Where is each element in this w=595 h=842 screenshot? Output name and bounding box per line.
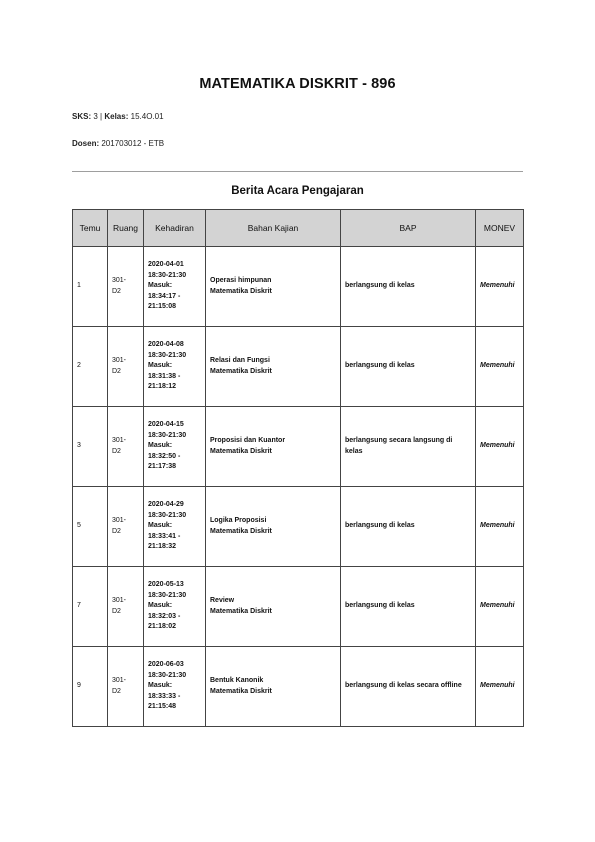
kehadiran-cell: [144, 327, 206, 407]
page-title: MATEMATIKA DISKRIT - 896: [199, 76, 396, 92]
table-row: [73, 487, 524, 567]
kehadiran-line: 18:32:50 -: [148, 452, 181, 460]
bap-cell: berlangsung di kelas: [341, 567, 476, 647]
header-ruang: Ruang: [108, 210, 144, 247]
temu-cell: 9: [73, 647, 108, 727]
section-title: Berita Acara Pengajaran: [231, 185, 364, 197]
kehadiran-line: 21:15:48: [148, 703, 177, 711]
bahan-line: Matematika Diskrit: [210, 367, 272, 375]
table-body: [73, 247, 524, 727]
ruang-line: D2: [112, 607, 121, 615]
bahan-kajian-cell: [206, 327, 341, 407]
kehadiran-line: 2020-05-13: [148, 581, 184, 589]
kehadiran-line: Masuk:: [148, 682, 173, 690]
ruang-line: D2: [112, 527, 121, 535]
kehadiran-line: 18:30-21:30: [148, 271, 187, 279]
kehadiran-line: 18:33:33 -: [148, 692, 181, 700]
monev-cell: Memenuhi: [476, 487, 524, 567]
ruang-line: 301-: [112, 597, 127, 604]
bahan-kajian-cell: [206, 407, 341, 487]
table-row: [73, 407, 524, 487]
kehadiran-line: 2020-04-01: [148, 261, 184, 269]
kehadiran-cell: [144, 487, 206, 567]
kehadiran-line: 21:15:08: [148, 303, 177, 311]
kehadiran-line: 2020-04-29: [148, 501, 184, 509]
ruang-line: 301-: [112, 437, 127, 444]
bahan-line: Matematika Diskrit: [210, 287, 272, 295]
table-row: [73, 327, 524, 407]
table-header-row: [73, 210, 524, 247]
ruang-cell: [108, 407, 144, 487]
kehadiran-line: 21:17:38: [148, 463, 177, 471]
temu-cell: 5: [73, 487, 108, 567]
ruang-line: 301-: [112, 517, 127, 524]
bap-cell: berlangsung di kelas: [341, 327, 476, 407]
temu-cell: 7: [73, 567, 108, 647]
ruang-cell: [108, 487, 144, 567]
divider: [72, 171, 523, 172]
kehadiran-line: 2020-04-15: [148, 421, 184, 429]
monev-cell: Memenuhi: [476, 647, 524, 727]
monev-cell: Memenuhi: [476, 327, 524, 407]
bahan-line: Matematika Diskrit: [210, 687, 272, 695]
bap-cell: berlangsung di kelas: [341, 247, 476, 327]
ruang-line: D2: [112, 447, 121, 455]
bahan-kajian-cell: [206, 487, 341, 567]
table-row: [73, 247, 524, 327]
ruang-line: D2: [112, 687, 121, 695]
kehadiran-line: Masuk:: [148, 282, 173, 290]
kehadiran-cell: [144, 247, 206, 327]
dosen-value: 201703012 - ETB: [101, 139, 165, 148]
kehadiran-line: 18:32:03 -: [148, 612, 181, 620]
kehadiran-line: 18:30-21:30: [148, 591, 187, 599]
kehadiran-line: 21:18:12: [148, 383, 177, 391]
ruang-cell: [108, 647, 144, 727]
header-temu: Temu: [73, 210, 108, 247]
kehadiran-line: 18:34:17 -: [148, 292, 181, 300]
sks-label: SKS: [72, 112, 89, 121]
kehadiran-cell: [144, 567, 206, 647]
bahan-kajian-cell: [206, 647, 341, 727]
kehadiran-line: 18:30-21:30: [148, 511, 187, 519]
kehadiran-cell: [144, 407, 206, 487]
monev-cell: Memenuhi: [476, 407, 524, 487]
kehadiran-line: Masuk:: [148, 602, 173, 610]
kehadiran-line: 2020-06-03: [148, 661, 184, 669]
header-kehadiran: Kehadiran: [144, 210, 206, 247]
ruang-line: 301-: [112, 357, 127, 364]
bahan-kajian-cell: [206, 567, 341, 647]
kehadiran-line: 18:30-21:30: [148, 351, 187, 359]
kehadiran-line: 2020-04-08: [148, 341, 184, 349]
bahan-line: Bentuk Kanonik: [210, 677, 264, 684]
bahan-line: Relasi dan Fungsi: [210, 357, 270, 364]
bahan-line: Review: [210, 597, 235, 604]
table-row: [73, 647, 524, 727]
ruang-line: 301-: [112, 677, 127, 684]
dosen-label: Dosen: [72, 139, 97, 148]
bahan-line: Proposisi dan Kuantor: [210, 437, 286, 444]
sks-value: 3: [93, 112, 98, 121]
teaching-report-table: [72, 209, 524, 727]
kehadiran-line: Masuk:: [148, 522, 173, 530]
ruang-cell: [108, 247, 144, 327]
temu-cell: 3: [73, 407, 108, 487]
kehadiran-line: 21:18:32: [148, 543, 177, 551]
kehadiran-line: 21:18:02: [148, 623, 177, 631]
course-meta: SKS: 3 | Kelas: 15.4O.01: [72, 112, 164, 121]
table-row: [73, 567, 524, 647]
kehadiran-cell: [144, 647, 206, 727]
bap-cell: berlangsung di kelas: [341, 487, 476, 567]
ruang-cell: [108, 567, 144, 647]
bap-cell: berlangsung di kelas secara offline: [341, 647, 476, 727]
bahan-line: Matematika Diskrit: [210, 447, 272, 455]
ruang-cell: [108, 327, 144, 407]
ruang-line: D2: [112, 367, 121, 375]
bahan-kajian-cell: [206, 247, 341, 327]
monev-cell: Memenuhi: [476, 247, 524, 327]
temu-cell: 2: [73, 327, 108, 407]
kehadiran-line: 18:30-21:30: [148, 671, 187, 679]
bahan-line: Matematika Diskrit: [210, 527, 272, 535]
kehadiran-line: Masuk:: [148, 362, 173, 370]
bahan-line: Operasi himpunan: [210, 277, 272, 284]
bahan-line: Matematika Diskrit: [210, 607, 272, 615]
kehadiran-line: 18:33:41 -: [148, 532, 181, 540]
lecturer-meta: Dosen: 201703012 - ETB: [72, 139, 165, 148]
kehadiran-line: Masuk:: [148, 442, 173, 450]
kehadiran-line: 18:31:38 -: [148, 372, 181, 380]
kehadiran-line: 18:30-21:30: [148, 431, 187, 439]
ruang-line: D2: [112, 287, 121, 295]
ruang-line: 301-: [112, 277, 127, 284]
header-bahan-kajian: Bahan Kajian: [206, 210, 341, 247]
header-bap: BAP: [341, 210, 476, 247]
bahan-line: Logika Proposisi: [210, 517, 267, 524]
kelas-label: Kelas: [104, 112, 126, 121]
header-monev: MONEV: [476, 210, 524, 247]
bap-cell: berlangsung secara langsung di kelas: [341, 407, 476, 487]
monev-cell: Memenuhi: [476, 567, 524, 647]
kelas-value: 15.4O.01: [130, 112, 164, 121]
temu-cell: 1: [73, 247, 108, 327]
